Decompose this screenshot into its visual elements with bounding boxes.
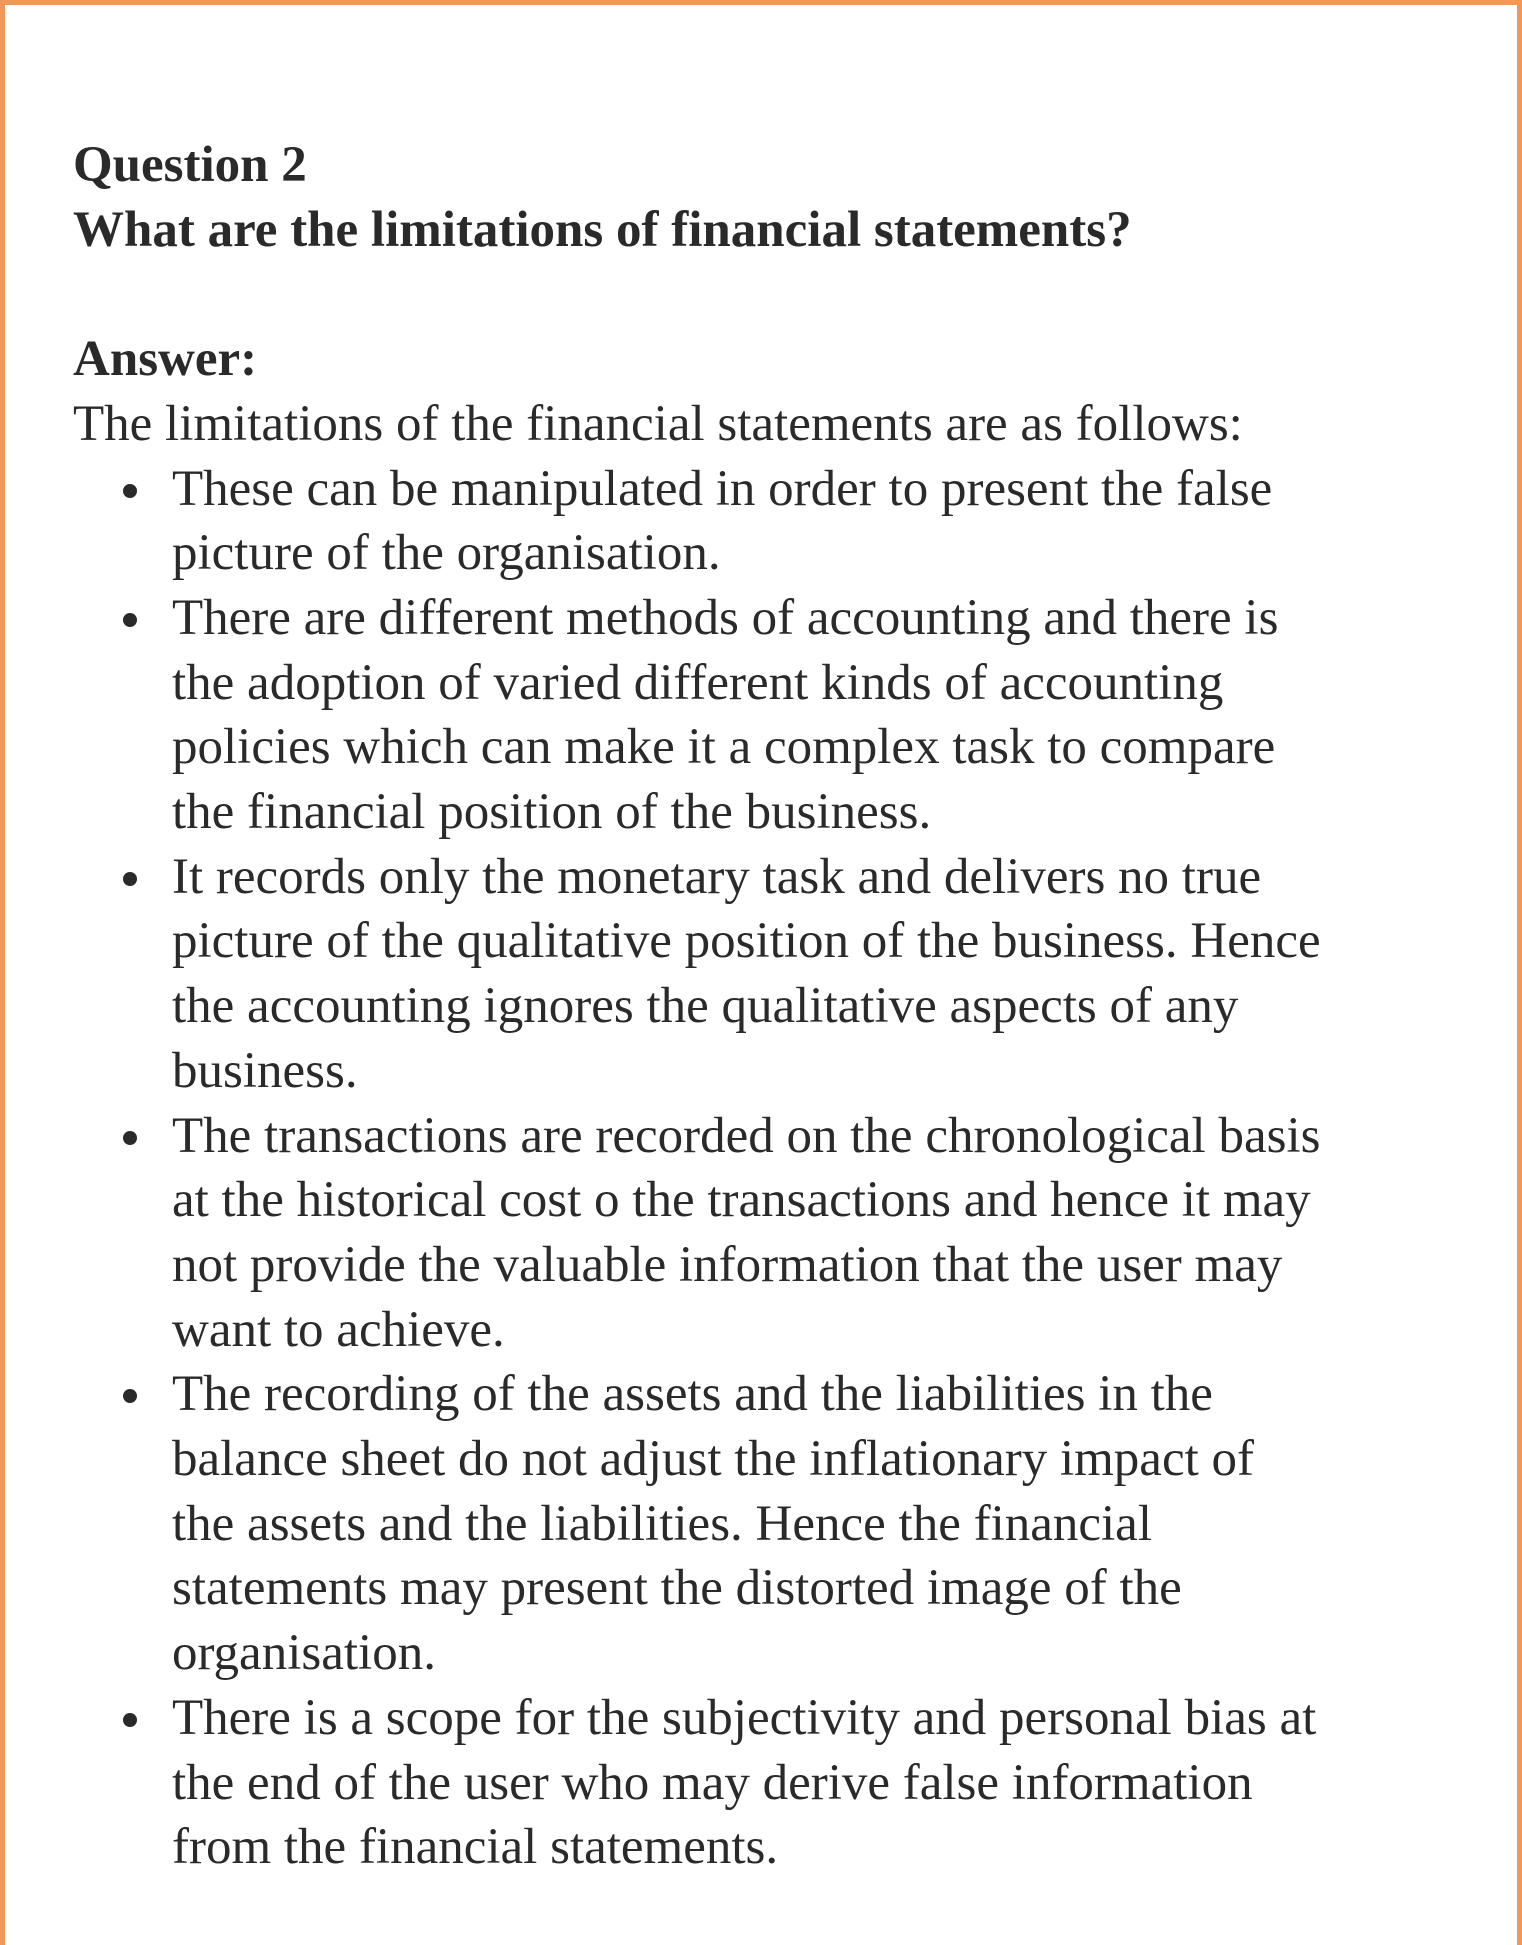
document-content — [73, 133, 1321, 1880]
list-item-line: the end of the user who may derive false information — [172, 1754, 1253, 1811]
list-item-line: The transactions are recorded on the chronological basis — [172, 1107, 1321, 1164]
limitations-list — [73, 457, 1321, 1880]
answer-intro: The limitations of the financial statements are as follows: — [73, 395, 1243, 452]
list-item-line: the financial position of the business. — [172, 784, 932, 841]
list-item-line: the accounting ignores the qualitative aspects of any — [172, 978, 1239, 1035]
list-item-line: There are different methods of accounting and there is — [172, 589, 1279, 646]
bullet-icon — [123, 1389, 137, 1403]
list-item-line: There is a scope for the subjectivity and personal bias at — [172, 1689, 1317, 1746]
list-item-line: It records only the monetary task and delivers no true — [172, 848, 1262, 905]
list-item — [73, 845, 1321, 1104]
list-item-line: statements may present the distorted image of the — [172, 1560, 1182, 1617]
list-item-line: picture of the organisation. — [172, 525, 721, 582]
bullet-icon — [123, 484, 137, 498]
list-item-line: want to achieve. — [172, 1301, 505, 1358]
list-item — [73, 586, 1321, 845]
list-item-line: at the historical cost o the transactions and hence it may — [172, 1172, 1311, 1229]
list-item-line: policies which can make it a complex task to compare — [172, 719, 1276, 776]
list-item-line: organisation. — [172, 1625, 436, 1682]
list-item-line: from the financial statements. — [172, 1819, 779, 1876]
list-item-line: The recording of the assets and the liabilities in the — [172, 1366, 1213, 1423]
answer-label: Answer: — [73, 331, 258, 388]
list-item-line: not provide the valuable information that the user may — [172, 1236, 1283, 1293]
list-item — [73, 1104, 1321, 1363]
bullet-icon — [123, 1131, 137, 1145]
question-text: What are the limitations of financial statements? — [73, 201, 1132, 258]
list-item-line: business. — [172, 1042, 358, 1099]
list-item-line: the adoption of varied different kinds of accounting — [172, 654, 1224, 711]
list-item — [73, 1362, 1321, 1686]
list-item — [73, 457, 1321, 586]
bullet-icon — [123, 872, 137, 886]
bullet-icon — [123, 1713, 137, 1727]
list-item — [73, 1686, 1321, 1880]
list-item-line: balance sheet do not adjust the inflationary impact of — [172, 1431, 1254, 1488]
bullet-icon — [123, 613, 137, 627]
list-item-line: the assets and the liabilities. Hence the financial — [172, 1495, 1152, 1552]
question-number: Question 2 — [73, 137, 307, 193]
list-item-line: picture of the qualitative position of the business. Hence — [172, 913, 1321, 970]
list-item-line: These can be manipulated in order to present the false — [172, 460, 1273, 517]
